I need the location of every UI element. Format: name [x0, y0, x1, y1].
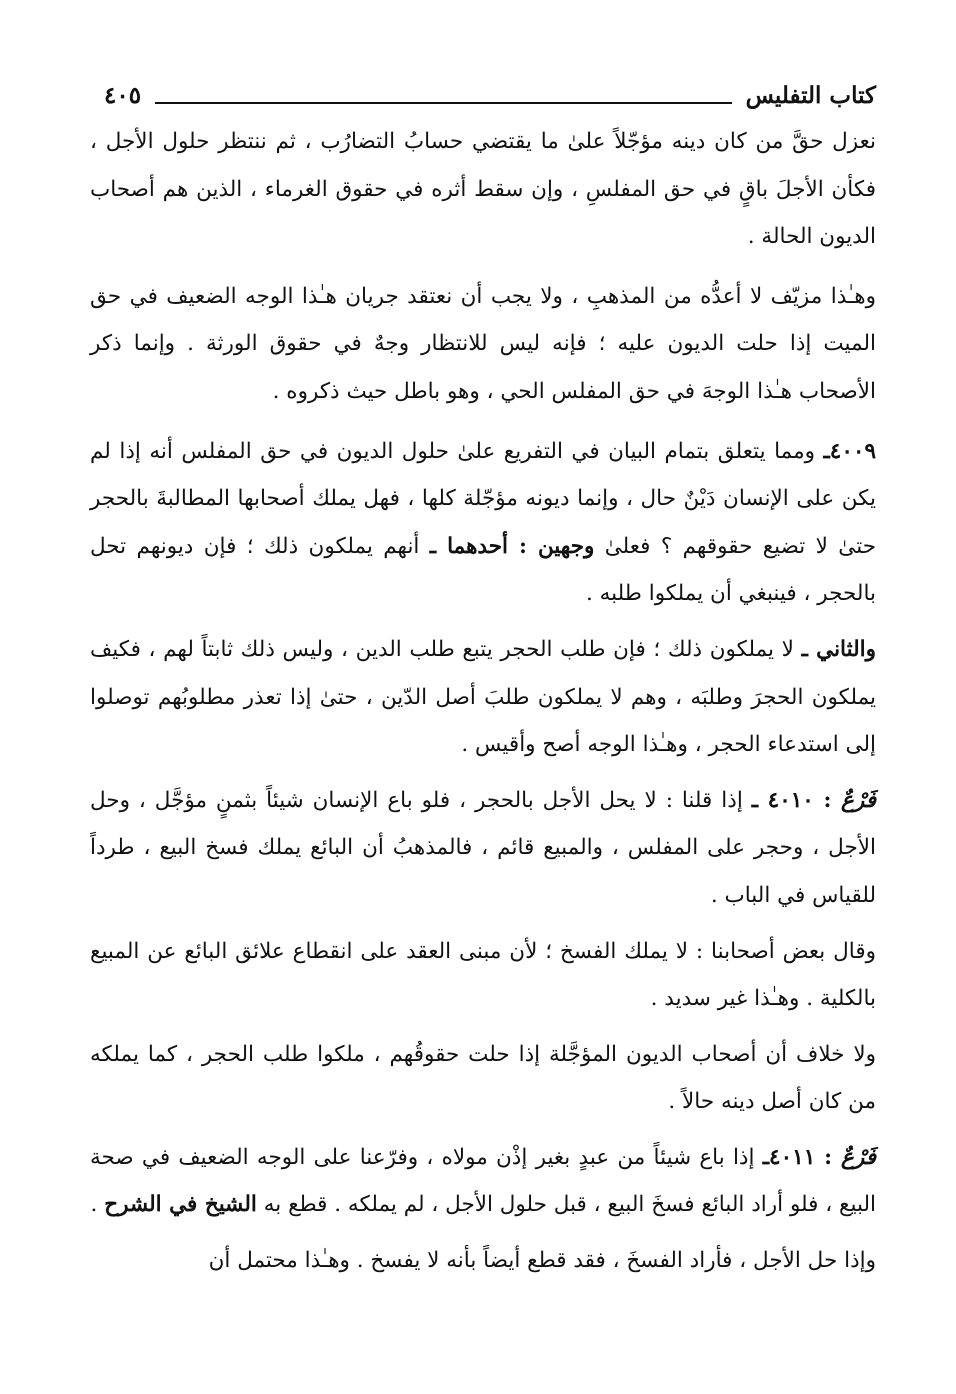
issue-number: ٤٠٠٩ـ: [823, 438, 876, 464]
paragraph-7: [90, 1031, 876, 1126]
chapter-title: كتاب التفليس: [745, 82, 876, 109]
paragraph-text: .: [90, 1192, 105, 1218]
issue-number: : ٤٠١٠ ـ: [751, 787, 841, 813]
paragraph-4: [90, 626, 876, 769]
bold-phrase: الشيخ في الشرح: [104, 1192, 257, 1218]
paragraph-text: ولا خلاف أن أصحاب الديون المؤجَّلة إذا حلت حقوقُهم ، ملكوا طلب الحجر ، كما يملكه من كان أصل دينه حالاً .: [90, 1041, 876, 1115]
paragraph-text: نعزل حقَّ من كان دينه مؤجّلاً علىٰ ما يقتضي حسابُ التضارُب ، ثم ننتظر حلول الأجل ، فكأن الأجلَ باقٍ في حق المفلسِ ، وإن سقط أثره في حقوق الغرماء ، الذين هم أصحاب الديون الحالة .: [90, 129, 876, 250]
paragraph-5: [90, 777, 876, 920]
paragraph-text: إذا باع شيئاً من عبدٍ بغير إذْن مولاه ، وفرّعنا على الوجه الضعيف في صحة البيع ، فلو أراد البائع فسخَ البيع ، قبل حلول الأجل ، لم يملكه . قطع به: [90, 1144, 876, 1218]
far-label: فَرْعٌ: [841, 1144, 876, 1170]
paragraph-text: لا يملكون ذلك ؛ فإن طلب الحجر يتبع طلب الدين ، وليس ذلك ثابتاً لهم ، فكيف يملكون الحجرَ وطلبَه ، وهم لا يملكون طلبَ أصل الدّين ، حتىٰ إذا تعذر مطلوبُهم توصلوا إلى استدعاء الحجر ، وهـٰذا الوجه أصح وأقيس .: [90, 636, 876, 758]
far-label: فَرْعٌ: [841, 787, 876, 813]
header-rule: [155, 102, 732, 104]
paragraph-2: [90, 273, 876, 416]
page-body: [90, 76, 876, 1285]
paragraph-text: وإذا حل الأجل ، فأراد الفسخَ ، فقد قطع أيضاً بأنه لا يفسخ . وهـٰذا محتمل أن: [208, 1248, 876, 1274]
paragraph-6: [90, 928, 876, 1023]
bold-phrase: والثاني ـ: [801, 636, 876, 662]
bold-phrase: وجهين : أحدهما ـ: [429, 533, 595, 559]
paragraph-text: وهـٰذا مزيّف لا أعدُّه من المذهبِ ، ولا يجب أن نعتقد جريان هـٰذا الوجه الضعيف في حق الميت إذا حلت الديون عليه ؛ فإنه ليس للانتظار وجهٌ في حقوق الورثة . وإنما ذكر الأصحاب هـٰذا الوجهَ في حق المفلس الحي ، وهو باطل حيث ذكروه .: [90, 283, 876, 404]
paragraph-text: ومما يتعلق بتمام البيان في التفريع علىٰ حلول الديون في حق المفلس أنه إذا لم يكن على الإنسان دَيْنٌ حال ، وإنما ديونه مؤجّلة كلها ، فهل يملك أصحابها المطالبةَ بالحجر حتىٰ لا تضيع حقوقهم ؟ فعلىٰ: [90, 438, 876, 559]
issue-number: : ٤٠١١ـ: [762, 1144, 842, 1170]
paragraph-text: وقال بعض أصحابنا : لا يملك الفسخ ؛ لأن مبنى العقد على انقطاع علائق البائع عن المبيع بالكلية . وهـٰذا غير سديد .: [90, 938, 876, 1012]
paragraph-text: إذا قلنا : لا يحل الأجل بالحجر ، فلو باع الإنسان شيئاً بثمنٍ مؤجَّل ، وحل الأجل ، وحجر على المفلس ، والمبيع قائم ، فالمذهبُ أن البائع يملك فسخ البيع ، طرداً للقياس في الباب .: [90, 787, 876, 908]
paragraph-3: [90, 428, 876, 618]
page-number: ٤٠٥: [104, 82, 142, 109]
paragraph-text: أنهم يملكون ذلك ؛ فإن ديونهم تحل بالحجر ، فينبغي أن يملكوا طلبه .: [90, 533, 876, 607]
paragraph-8: [90, 1134, 876, 1229]
paragraph-9: [90, 1237, 876, 1285]
paragraph-1: [90, 118, 876, 261]
running-header: [90, 76, 876, 116]
